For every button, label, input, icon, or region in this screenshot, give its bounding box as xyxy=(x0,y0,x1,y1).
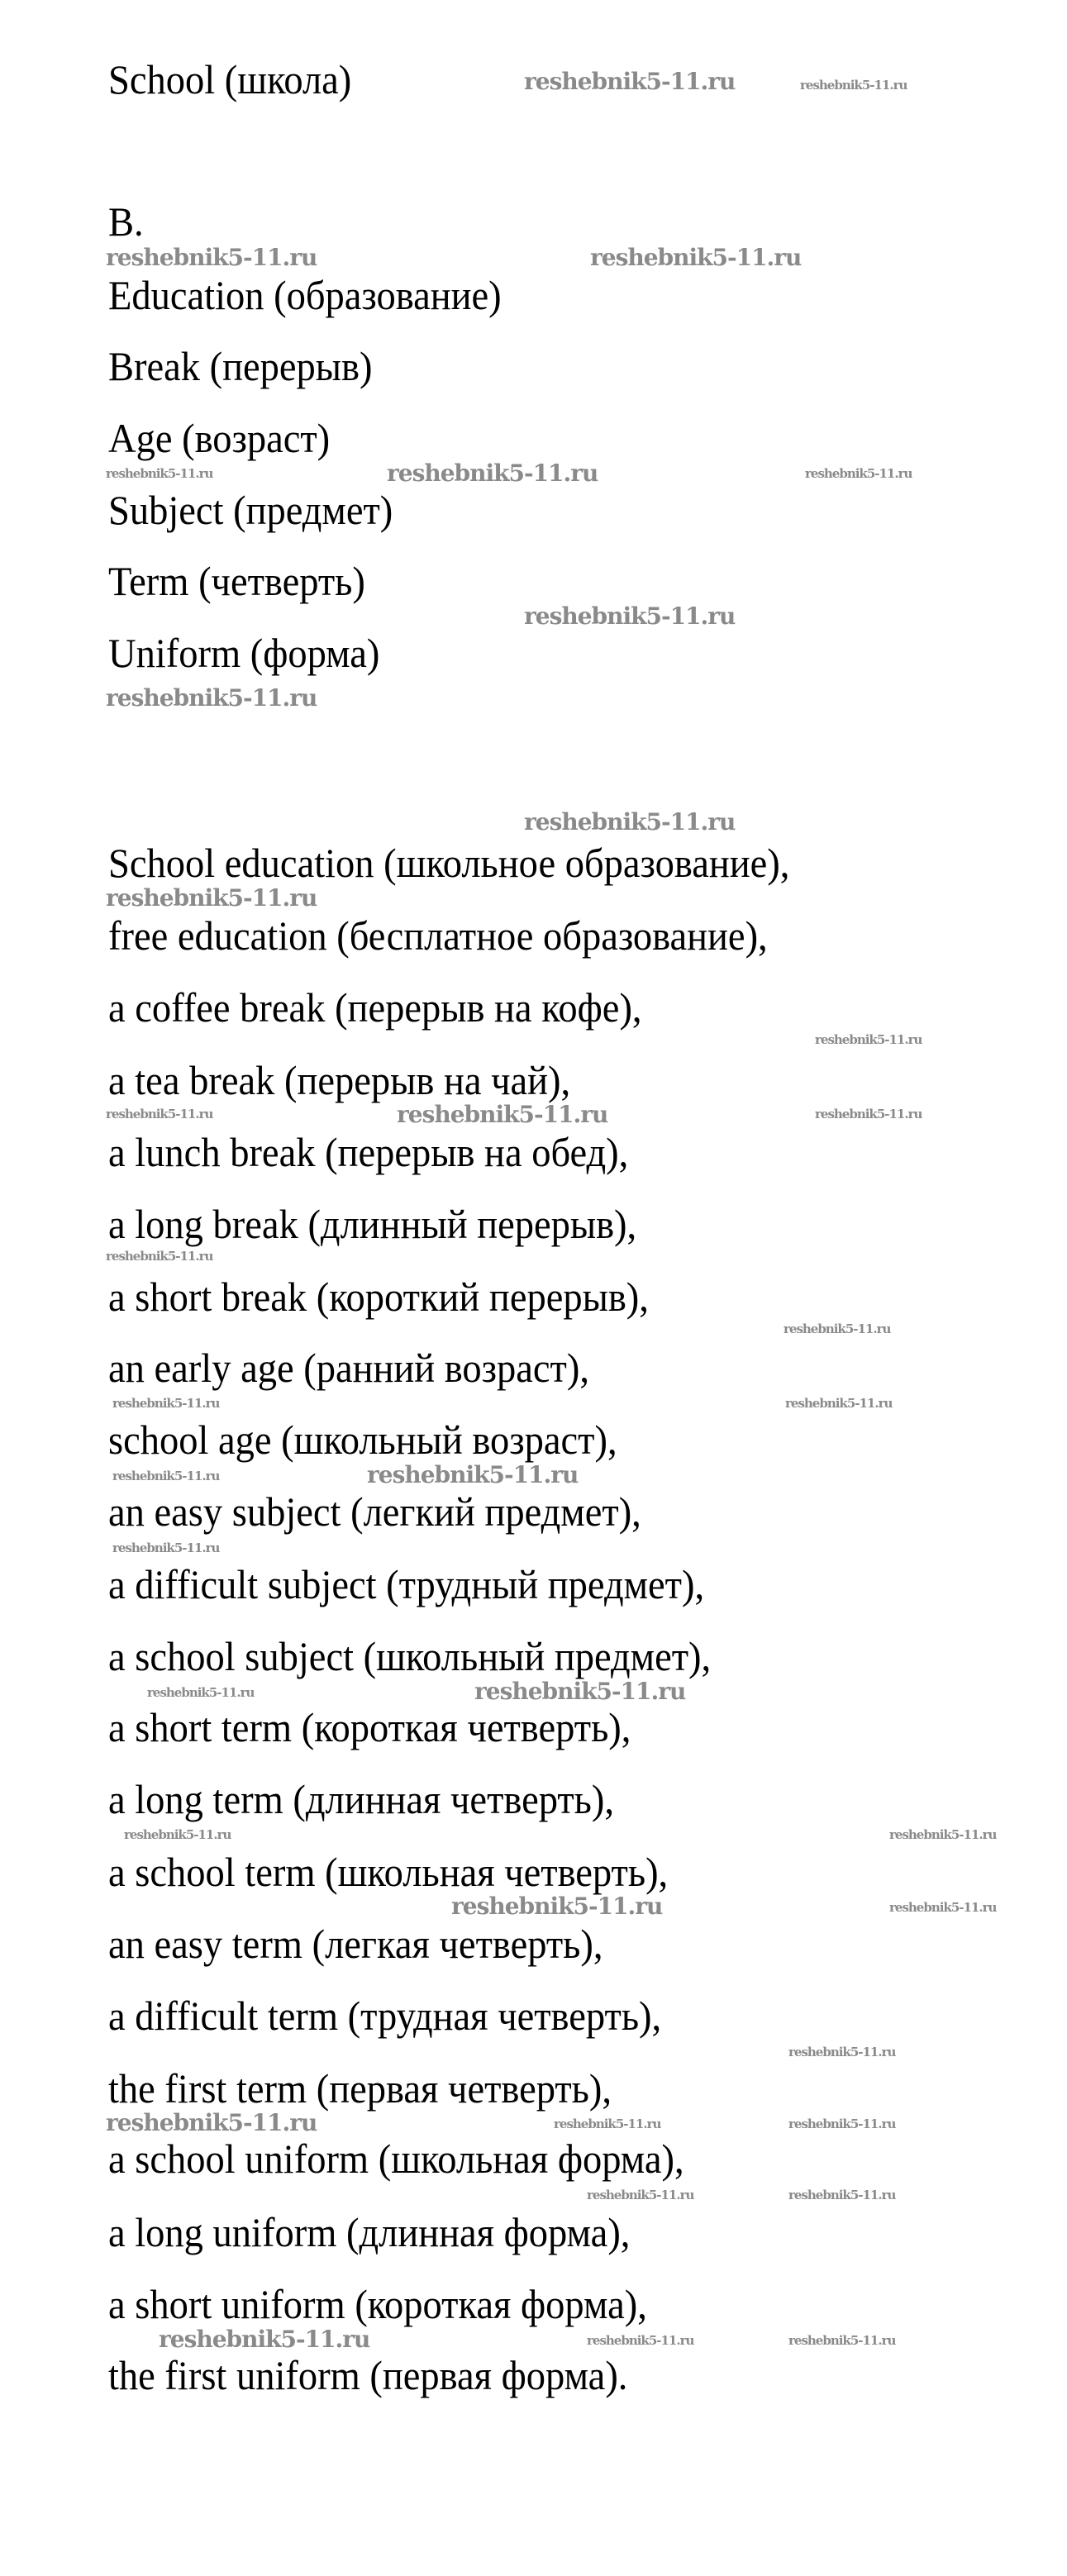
watermark-text: reshebnik5-11.ru xyxy=(106,466,213,481)
section-label: B. xyxy=(108,198,144,245)
watermark-text: reshebnik5-11.ru xyxy=(524,808,736,836)
phrase-item: a tea break (перерыв на чай), xyxy=(108,1057,571,1103)
watermark-text: reshebnik5-11.ru xyxy=(554,2117,661,2131)
watermark-text: reshebnik5-11.ru xyxy=(387,459,598,487)
word-item: Education (образование) xyxy=(108,272,502,318)
phrase-item: a long uniform (длинная форма), xyxy=(108,2209,631,2255)
watermark-text: reshebnik5-11.ru xyxy=(788,2045,896,2059)
watermark-text: reshebnik5-11.ru xyxy=(788,2333,896,2348)
phrase-item: the first uniform (первая форма). xyxy=(108,2352,628,2398)
word-item: Term (четверть) xyxy=(108,558,365,604)
watermark-text: reshebnik5-11.ru xyxy=(785,1396,893,1411)
watermark-text: reshebnik5-11.ru xyxy=(106,2109,317,2136)
phrase-item: a long break (длинный перерыв), xyxy=(108,1201,637,1247)
word-item: Break (перерыв) xyxy=(108,343,373,389)
phrase-item: a school subject (школьный предмет), xyxy=(108,1633,712,1679)
watermark-text: reshebnik5-11.ru xyxy=(159,2326,370,2353)
watermark-text: reshebnik5-11.ru xyxy=(587,2333,694,2348)
phrase-item: a short uniform (короткая форма), xyxy=(108,2281,647,2327)
watermark-text: reshebnik5-11.ru xyxy=(815,1032,922,1047)
watermark-text: reshebnik5-11.ru xyxy=(788,2188,896,2202)
phrase-item: a long term (длинная четверть), xyxy=(108,1776,614,1822)
watermark-text: reshebnik5-11.ru xyxy=(889,1900,997,1915)
phrase-item: free education (бесплатное образование), xyxy=(108,912,768,959)
phrase-item: the first term (первая четверть), xyxy=(108,2065,612,2112)
phrase-item: an easy subject (легкий предмет), xyxy=(108,1488,641,1535)
watermark-text: reshebnik5-11.ru xyxy=(147,1685,255,1700)
watermark-text: reshebnik5-11.ru xyxy=(124,1827,231,1842)
watermark-text: reshebnik5-11.ru xyxy=(112,1540,220,1555)
word-item: Subject (предмет) xyxy=(108,487,393,533)
watermark-text: reshebnik5-11.ru xyxy=(397,1101,608,1128)
watermark-text: reshebnik5-11.ru xyxy=(590,244,802,271)
phrase-item: School education (школьное образование), xyxy=(108,840,790,886)
phrase-item: a difficult term (трудная четверть), xyxy=(108,1993,662,2039)
phrase-item: a short term (короткая четверть), xyxy=(108,1704,631,1750)
watermark-text: reshebnik5-11.ru xyxy=(524,602,736,630)
watermark-text: reshebnik5-11.ru xyxy=(367,1461,579,1488)
watermark-text: reshebnik5-11.ru xyxy=(106,244,317,271)
watermark-text: reshebnik5-11.ru xyxy=(524,68,736,95)
watermark-text: reshebnik5-11.ru xyxy=(805,466,912,481)
watermark-text: reshebnik5-11.ru xyxy=(800,78,907,93)
watermark-text: reshebnik5-11.ru xyxy=(112,1469,220,1483)
watermark-text: reshebnik5-11.ru xyxy=(106,884,317,912)
phrase-item: an early age (ранний возраст), xyxy=(108,1345,589,1391)
watermark-text: reshebnik5-11.ru xyxy=(889,1827,997,1842)
watermark-text: reshebnik5-11.ru xyxy=(474,1678,686,1705)
watermark-text: reshebnik5-11.ru xyxy=(784,1321,891,1336)
watermark-text: reshebnik5-11.ru xyxy=(788,2117,896,2131)
word-item: Uniform (форма) xyxy=(108,630,380,676)
phrase-item: a school uniform (школьная форма), xyxy=(108,2136,684,2182)
watermark-text: reshebnik5-11.ru xyxy=(815,1107,922,1121)
heading-school: School (школа) xyxy=(108,56,352,102)
watermark-text: reshebnik5-11.ru xyxy=(587,2188,694,2202)
watermark-text: reshebnik5-11.ru xyxy=(106,1107,213,1121)
phrase-item: a difficult subject (трудный предмет), xyxy=(108,1561,705,1607)
watermark-text: reshebnik5-11.ru xyxy=(451,1893,663,1920)
phrase-item: a lunch break (перерыв на обед), xyxy=(108,1129,629,1175)
watermark-text: reshebnik5-11.ru xyxy=(106,1249,213,1264)
phrase-item: a coffee break (перерыв на кофе), xyxy=(108,984,642,1031)
watermark-text: reshebnik5-11.ru xyxy=(112,1396,220,1411)
phrase-item: an easy term (легкая четверть), xyxy=(108,1921,603,1967)
watermark-text: reshebnik5-11.ru xyxy=(106,684,317,712)
phrase-item: a short break (короткий перерыв), xyxy=(108,1274,649,1320)
word-item: Age (возраст) xyxy=(108,415,331,461)
phrase-item: a school term (школьная четверть), xyxy=(108,1849,669,1895)
phrase-item: school age (школьный возраст), xyxy=(108,1417,617,1463)
